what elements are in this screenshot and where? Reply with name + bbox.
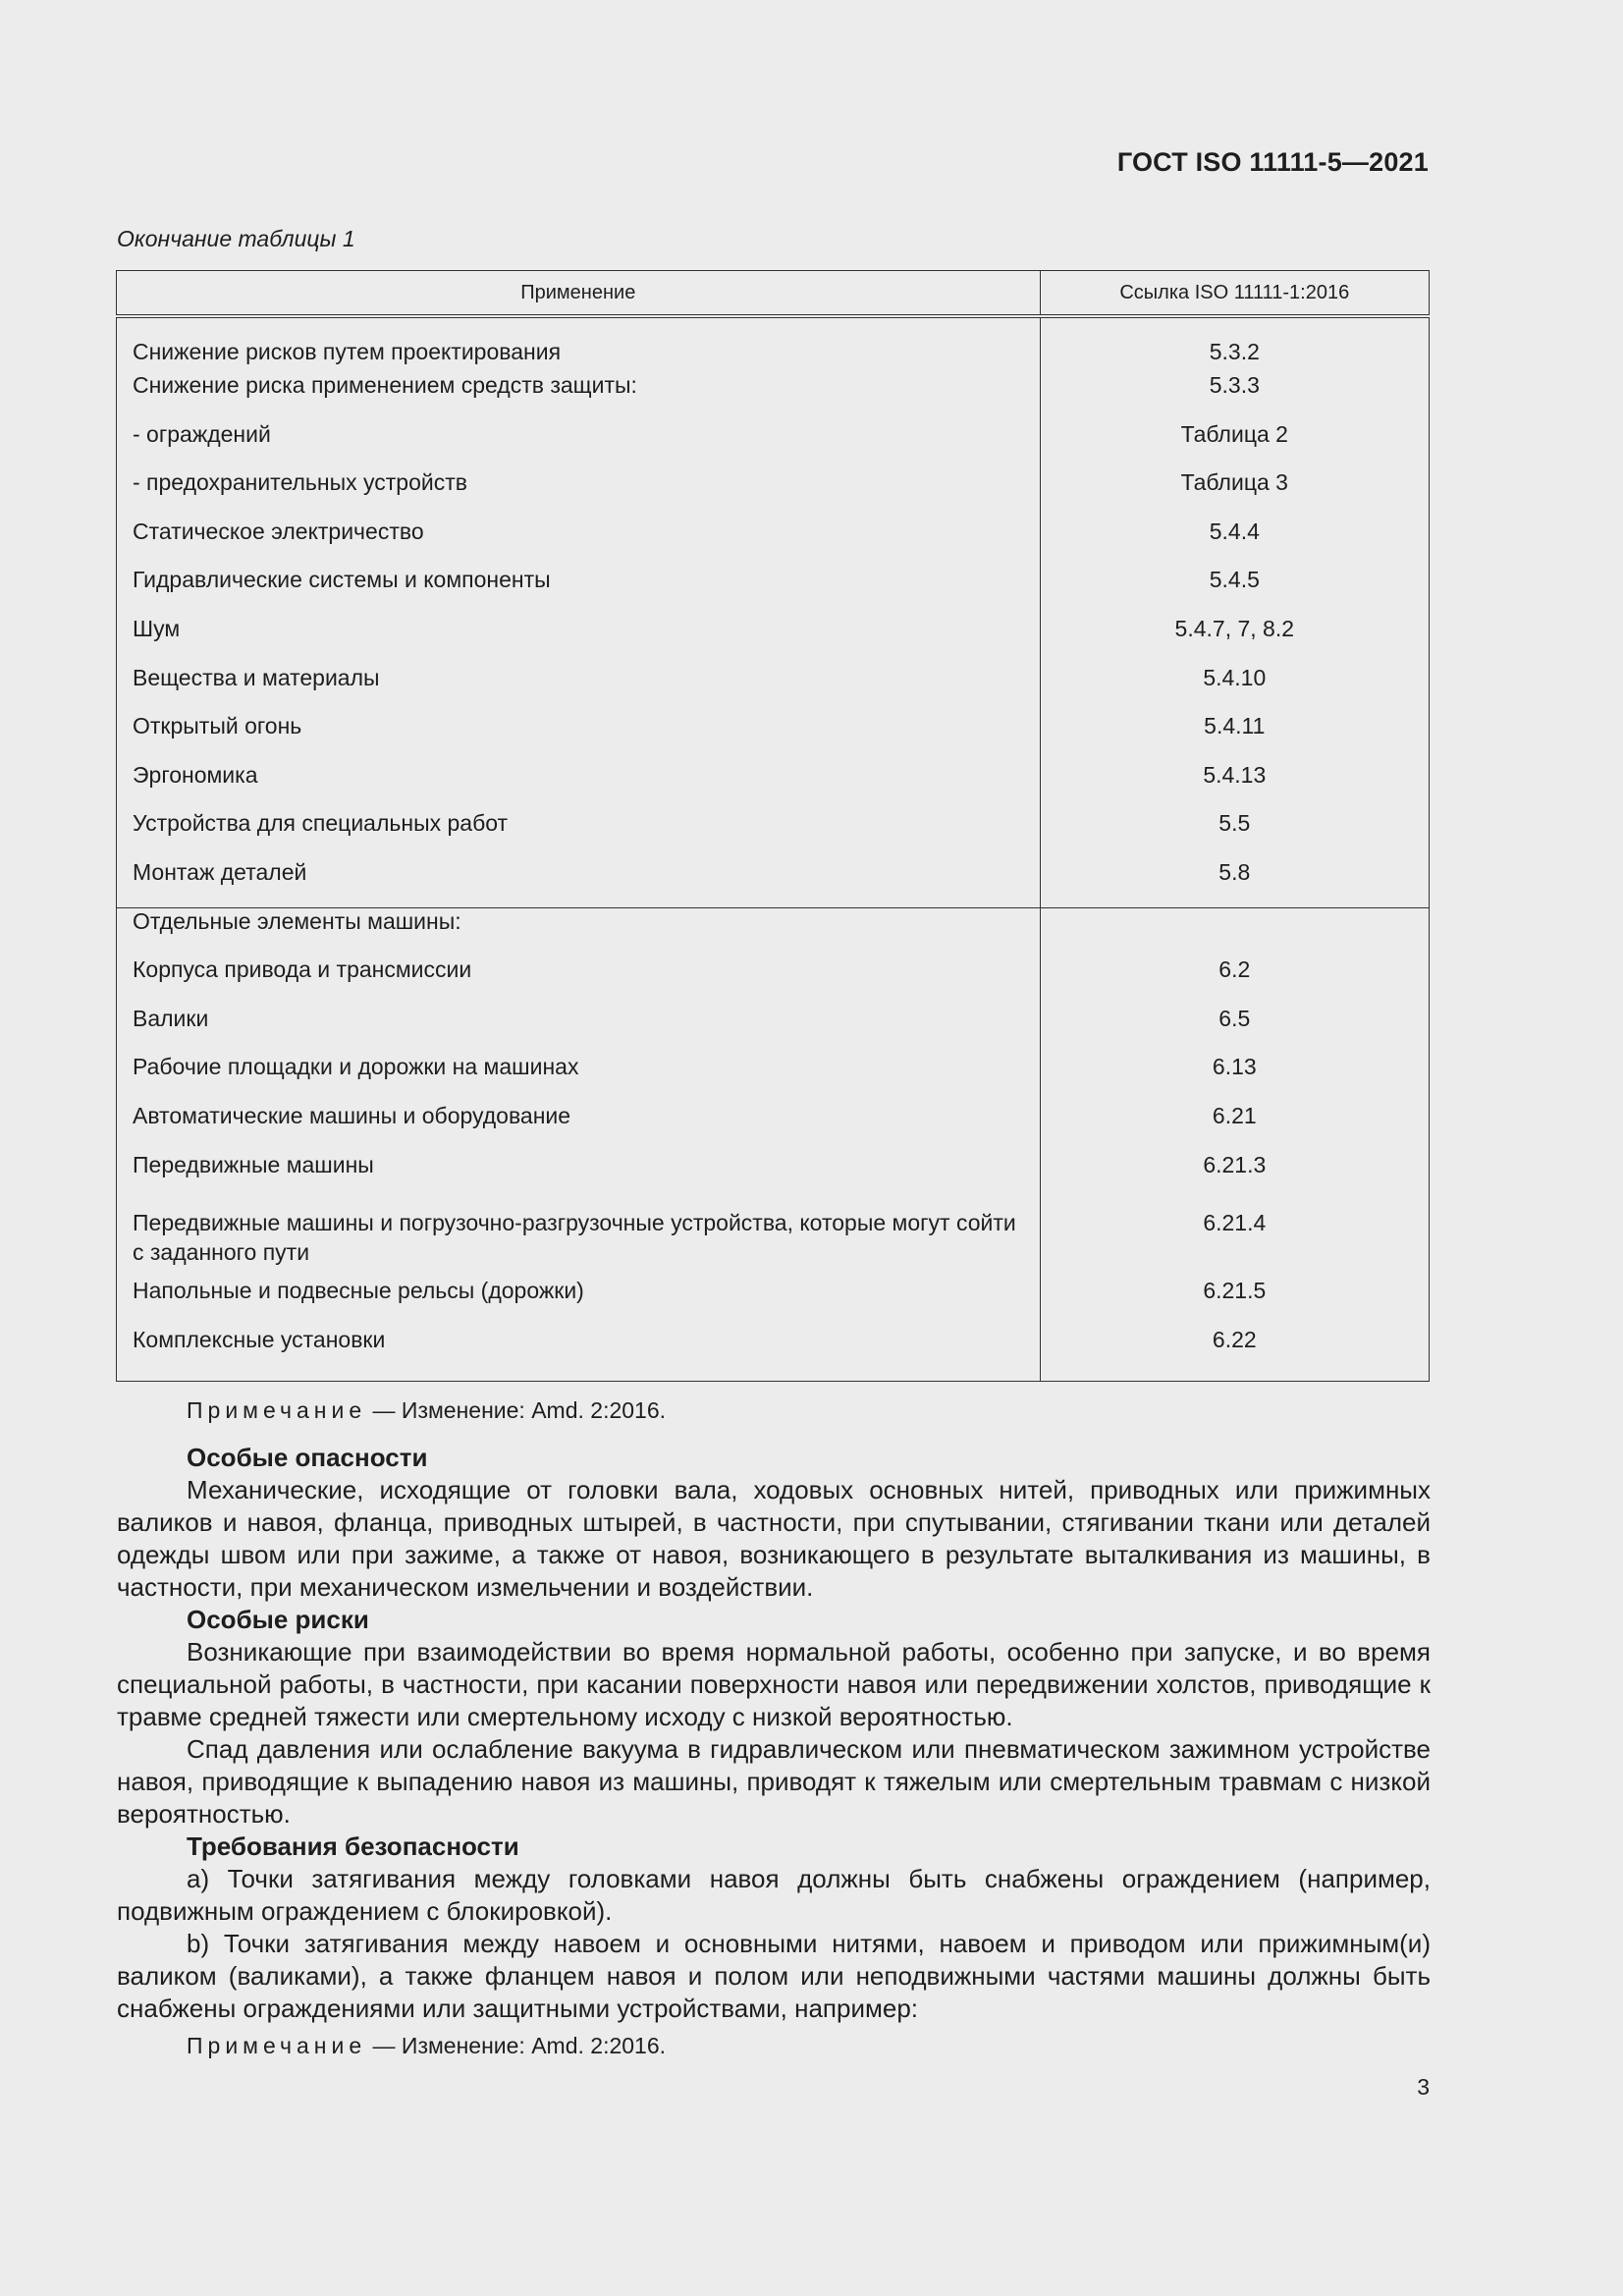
row-name: Шум <box>117 616 1041 665</box>
table-row <box>117 665 1430 714</box>
table-row <box>117 859 1430 908</box>
row-name: Устройства для специальных работ <box>117 810 1041 859</box>
row-name: Эргономика <box>117 762 1041 811</box>
row-name: Валики <box>117 1006 1041 1055</box>
table-row <box>117 567 1430 616</box>
paragraph: Возникающие при взаимодействии во время нормальной работы, особенно при запуске, и во время специальной работы, в частности, при касании поверхности навоя или передвижении холстов, приводящие к травме средней тяжести или смертельному исходу с низкой вероятностью. <box>117 1637 1431 1731</box>
column-header-application: Применение <box>117 271 1041 317</box>
table-row <box>117 421 1430 470</box>
document-id: ГОСТ ISO 11111-5—2021 <box>1116 147 1429 177</box>
row-name: Автоматические машины и оборудование <box>117 1103 1041 1152</box>
row-name: Комплексные установки <box>117 1327 1041 1382</box>
paragraph: a) Точки затягивания между головками навоя должны быть снабжены ограждением (например, подвижным ограждением с блокировкой). <box>117 1864 1431 1926</box>
row-name: Вещества и материалы <box>117 665 1041 714</box>
page-number: 3 <box>1417 2074 1430 2100</box>
column-header-reference: Ссылка ISO 11111-1:2016 <box>1040 271 1429 317</box>
row-name: Корпуса привода и трансмиссии <box>117 957 1041 1006</box>
row-name: Снижение риска применением средств защиты: <box>117 372 1041 421</box>
paragraph: b) Точки затягивания между навоем и основными нитями, навоем и приводом или прижимным(и) валиком (валиками), а также фланцем навоя и полом или неподвижными частями машины должны быть снабжены ограждениями или защитными устройствами, например: <box>117 1929 1431 2023</box>
row-name: Гидравлические системы и компоненты <box>117 567 1041 616</box>
row-name: Передвижные машины и погрузочно-разгрузочные устройства, которые могут сойти с заданного пути <box>117 1200 1041 1278</box>
row-ref: 6.21 <box>1040 1103 1429 1152</box>
table-row <box>117 469 1430 519</box>
row-ref: 5.4.11 <box>1040 713 1429 762</box>
paragraph: Спад давления или ослабление вакуума в гидравлическом или пневматическом зажимном устройстве навоя, приводящие к выпадению навоя из машины, приводят к тяжелым или смертельным травмам с низкой вероятностью. <box>117 1734 1431 1829</box>
table-row <box>117 1054 1430 1103</box>
row-ref: 5.5 <box>1040 810 1429 859</box>
table-row <box>117 713 1430 762</box>
row-name: Передвижные машины <box>117 1152 1041 1201</box>
table-row <box>117 810 1430 859</box>
row-ref: 5.4.7, 7, 8.2 <box>1040 616 1429 665</box>
reference-table <box>116 270 1430 1382</box>
row-ref: 6.2 <box>1040 957 1429 1006</box>
row-ref: 5.4.5 <box>1040 567 1429 616</box>
row-ref: 6.21.4 <box>1040 1200 1429 1278</box>
table-row <box>117 316 1430 372</box>
row-ref: 5.4.13 <box>1040 762 1429 811</box>
footer-note <box>187 2033 666 2059</box>
row-name: Напольные и подвесные рельсы (дорожки) <box>117 1278 1041 1327</box>
note-text: — Изменение: Amd. 2:2016. <box>366 1397 667 1423</box>
row-name: Открытый огонь <box>117 713 1041 762</box>
table-row <box>117 1327 1430 1382</box>
table-caption: Окончание таблицы 1 <box>117 226 355 251</box>
row-ref: 5.8 <box>1040 859 1429 908</box>
row-name: - предохранительных устройств <box>117 469 1041 519</box>
table-row <box>117 372 1430 421</box>
row-ref: 6.5 <box>1040 1006 1429 1055</box>
row-ref: 6.21.3 <box>1040 1152 1429 1201</box>
table-row <box>117 1152 1430 1201</box>
table-row <box>117 1103 1430 1152</box>
body-text <box>117 1442 1431 2025</box>
row-ref: Таблица 3 <box>1040 469 1429 519</box>
row-ref: 5.3.3 <box>1040 372 1429 421</box>
row-name: Монтаж деталей <box>117 859 1041 908</box>
row-name: Статическое электричество <box>117 519 1041 568</box>
section-heading-safety: Требования безопасности <box>187 1831 519 1861</box>
row-name: Отдельные элементы машины: <box>117 908 1041 957</box>
note-label: Примечание <box>187 1397 367 1423</box>
row-ref <box>1040 908 1429 957</box>
table-row <box>117 957 1430 1006</box>
table-row <box>117 1278 1430 1327</box>
row-ref: 6.21.5 <box>1040 1278 1429 1327</box>
note-label: Примечание <box>187 2033 367 2058</box>
row-ref: 5.3.2 <box>1040 316 1429 372</box>
row-name: Рабочие площадки и дорожки на машинах <box>117 1054 1041 1103</box>
section-heading-risks: Особые риски <box>187 1605 369 1634</box>
row-ref: Таблица 2 <box>1040 421 1429 470</box>
table-row <box>117 762 1430 811</box>
table-note <box>187 1397 666 1424</box>
row-ref: 5.4.10 <box>1040 665 1429 714</box>
table-row <box>117 1200 1430 1278</box>
row-name: Снижение рисков путем проектирования <box>117 316 1041 372</box>
table-row <box>117 1006 1430 1055</box>
row-ref: 6.22 <box>1040 1327 1429 1382</box>
row-ref: 6.13 <box>1040 1054 1429 1103</box>
note-text: — Изменение: Amd. 2:2016. <box>366 2033 667 2058</box>
table-row <box>117 908 1430 957</box>
row-name: - ограждений <box>117 421 1041 470</box>
section-heading-hazards: Особые опасности <box>187 1443 428 1472</box>
row-ref: 5.4.4 <box>1040 519 1429 568</box>
paragraph: Механические, исходящие от головки вала, ходовых основных нитей, приводных или прижимных валиков и навоя, фланца, приводных штырей, в частности, при спутывании, стягивании ткани или деталей одежды швом или при зажиме, а также от навоя, возникающего в результате выталкивания из машины, в частности, при механическом измельчении и воздействии. <box>117 1475 1431 1602</box>
table-row <box>117 519 1430 568</box>
table-header-row <box>117 271 1430 317</box>
table-row <box>117 616 1430 665</box>
